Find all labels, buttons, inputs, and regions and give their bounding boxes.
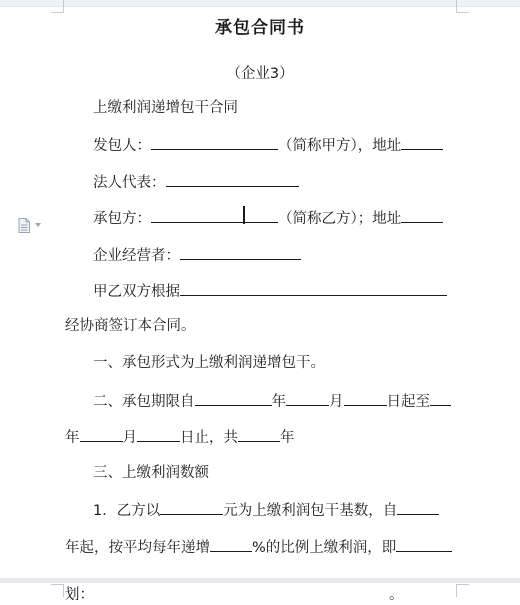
item-1-line[interactable]: [93, 499, 439, 521]
base-year-blank[interactable]: [397, 499, 439, 515]
contractor-name-blank[interactable]: [151, 134, 278, 150]
document-icon[interactable]: [18, 218, 30, 233]
contractor-address-blank[interactable]: [401, 134, 443, 150]
manager-label: 企业经营者：: [93, 248, 180, 264]
month-label: 月: [329, 394, 344, 410]
clause-2-line[interactable]: [93, 390, 451, 412]
text-cursor: [243, 206, 245, 224]
clause-2-text: 二、承包期限自: [93, 394, 195, 410]
contractee-name-blank[interactable]: [151, 207, 278, 223]
agreement-text: 经协商签订本合同。: [65, 318, 196, 334]
page-break-gap: [0, 578, 520, 583]
page-corner-mark: [51, 0, 64, 13]
manager-line[interactable]: [93, 244, 301, 266]
contractee-alias: （简称乙方）；地址: [278, 211, 402, 227]
item-1-text-d: %的比例上缴利润，即: [252, 540, 397, 556]
base-amount-blank[interactable]: [160, 499, 223, 515]
year-label: 年: [271, 394, 286, 410]
legal-rep-line[interactable]: [93, 171, 299, 193]
document-subtitle: （企业3）: [226, 66, 294, 82]
contractor-line[interactable]: [93, 134, 443, 156]
chevron-down-icon[interactable]: [35, 223, 41, 227]
clause-2-cont-line[interactable]: [65, 426, 295, 448]
end-year-blank[interactable]: [430, 390, 451, 406]
contractor-alias: （简称甲方），地址: [278, 138, 402, 154]
basis-line[interactable]: [93, 280, 447, 302]
plan-label: 划：: [65, 587, 94, 603]
until-label: 日止，共: [180, 430, 238, 446]
total-years-blank[interactable]: [238, 426, 280, 442]
end-month-blank[interactable]: [80, 426, 123, 442]
year-label: 年: [65, 430, 80, 446]
plan-line: [65, 585, 404, 605]
page-corner-mark: [51, 584, 64, 597]
clause-1: 一、承包形式为上缴利润递增包干。: [93, 355, 325, 371]
contractee-address-blank[interactable]: [401, 207, 443, 223]
rate-blank[interactable]: [210, 536, 252, 552]
legal-rep-label: 法人代表：: [93, 175, 166, 191]
end-day-blank[interactable]: [137, 426, 180, 442]
start-day-blank[interactable]: [344, 390, 387, 406]
page-corner-mark: [456, 0, 469, 13]
item-1-cont-line[interactable]: [65, 536, 452, 558]
from-label: 日起至: [386, 394, 430, 410]
contract-heading: 上缴利润递增包干合同: [93, 100, 238, 116]
start-year-blank[interactable]: [195, 390, 272, 406]
contractee-line[interactable]: [93, 207, 443, 229]
clause-3: 三、上缴利润数额: [93, 465, 209, 481]
item-1-text-b: 元为上缴利润包干基数，自: [223, 503, 398, 519]
start-month-blank[interactable]: [286, 390, 329, 406]
contractor-label: 发包人：: [93, 138, 151, 154]
page-corner-mark: [456, 584, 469, 597]
plan-end: 。: [389, 587, 404, 603]
contractee-label: 承包方：: [93, 211, 151, 227]
legal-rep-blank[interactable]: [166, 171, 299, 187]
month-label: 月: [122, 430, 137, 446]
basis-blank[interactable]: [180, 280, 447, 296]
document-title: 承包合同书: [215, 18, 305, 38]
basis-label: 甲乙双方根据: [93, 284, 180, 300]
year-label: 年: [280, 430, 295, 446]
page-top-edge: [0, 0, 520, 7]
item-1-text-c: 年起，按平均每年递增: [65, 540, 210, 556]
manager-blank[interactable]: [180, 244, 301, 260]
item-1-text: 1．乙方以: [93, 503, 161, 519]
amount-blank[interactable]: [396, 536, 452, 552]
